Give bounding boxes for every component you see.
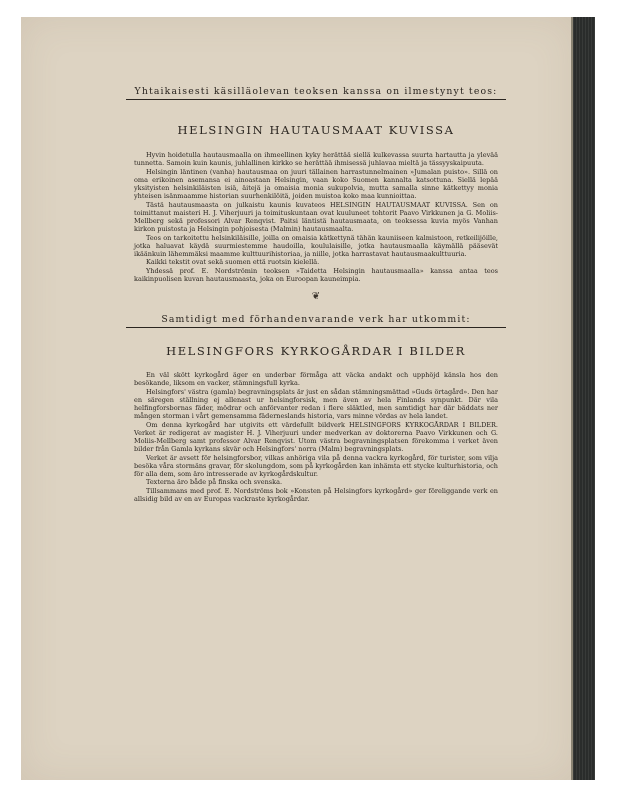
finnish-header: Yhtaikaisesti käsilläolevan teoksen kanssa on ilmestynyt teos: (126, 86, 506, 100)
swedish-paragraph: Om denna kyrkogård har utgivits ett värdefullt bildverk HELSINGFORS KYRKOGÅRDAR I BILDER. Verket är redigerat av magister H. J. Viherjuuri under medverkan av doktorerna Paavo Virkkunen och G. Moliis-Mellberg samt professor Alvar Renqvist. Utom västra begravningsplatsen förekomma i verket även bilder från Gamla kyrkans skvär och Helsingfors' norra (Malm) begravningsplats. (134, 420, 498, 454)
swedish-header: Samtidigt med förhandenvarande verk har utkommit: (126, 314, 506, 328)
finnish-paragraph: Hyvin hoidetulla hautausmaalla on ihmeellinen kyky herättää siellä kulkevassa suurta hartautta ja ylevää tunnetta. Samoin kuin kaunis, juhlallinen kirkko se herättää ihmisessä juhlavaa mieltä ja tässyyskaipuuta. (134, 151, 498, 168)
cover-text (126, 86, 506, 503)
swedish-paragraph: Texterna äro både på finska och svenska. (146, 478, 283, 487)
finnish-title: HELSINGIN HAUTAUSMAAT KUVISSA (177, 123, 455, 137)
finnish-paragraph: Yhdessä prof. E. Nordströmin teoksen »Taidetta Helsingin hautausmaalla» kanssa antaa teos kaikinpuolisen kuvan hautausmaasta, joka on Euroopan kauneimpia. (134, 266, 498, 283)
finnish-paragraph: Kaikki tekstit ovat sekä suomen että ruotsin kielellä. (146, 258, 320, 267)
book-spine (573, 17, 595, 780)
swedish-body (134, 371, 498, 503)
swedish-paragraph: En väl skött kyrkogård äger en underbar förmåga att väcka andakt och upphöjd känsla hos den besökande, liksom en vacker, stämningsfull kyrka. (134, 371, 498, 388)
swedish-paragraph: Verket är avsett för helsingforsbor, vilkas anhöriga vila på denna vackra kyrkogård, för turister, som vilja besöka våra stormäns gravar, för skolungdom, som på kyrkogården kan inhämta ett stycke kulturhistoria, och för alla dem, som äro intresserade av kyrkogårdskultur. (134, 453, 498, 478)
finnish-paragraph: Helsingin läntinen (vanha) hautausmaa on juuri tällainen harrastunnelmainen »Jumalan puisto». Sillä on oma erikoinen asemansa ei ainoastaan Helsingin, vaan koko Suomen kannalta katsottuna. Siellä lepää yksityisten helsinkiläisten isiä, äitejä ja omaisia monia sukupolvia, mutta samalla sinne kätkettyy monia yhteisen isänmaamme historian suurhenkilöitä, joiden muistoa koko maa kunnioittaa. (134, 167, 498, 201)
swedish-title: HELSINGFORS KYRKOGÅRDAR I BILDER (166, 344, 466, 358)
swedish-paragraph: Tillsammans med prof. E. Nordströms bok »Konsten på Helsingfors kyrkogård» ger föreliggande verk en allsidig bild av en av Europas vackraste kyrkogårdar. (134, 486, 498, 503)
finnish-body (134, 151, 498, 283)
swedish-section (126, 314, 506, 503)
swedish-paragraph: Helsingfors' västra (gamla) begravningsplats är just en sådan stämningsmättad »Guds örtagård». Den har en säregen ställning ej allenast ur helsingforsisk, men även av hela Finlands synpunkt. Där vila helfingforsbornas fäder, mödrar och anförvanter redan i flere släktled, men samtidigt har där bäddats ner mången storman i vårt gemensamma fäderneslands historia, vars minne vördas av hela landet. (134, 387, 498, 421)
ornament-icon: ❦ (311, 291, 321, 302)
finnish-paragraph: Teos on tarkoitettu helsinkiläisille, joilla on omaisia kätkettynä tähän kauniiseen kalmistoon, retkeilijöille, jotka haluavat käydä suurmiestemme haudoilla, koululaisille, jotka hautausmaalla käymällä pääsevät ikäänkuin lähemmäksi maamme kulttuurihistoriaa, ja niille, jotka harrastavat hautausmaakulttuuria. (134, 233, 498, 258)
finnish-paragraph: Tästä hautausmaasta on julkaistu kaunis kuvateos HELSINGIN HAUTAUSMAAT KUVISSA. Sen on toimittanut maisteri H. J. Viherjuuri ja toimituskuntaan ovat kuuluneet tohtorit Paavo Virkkunen ja G. Moliis-Mellberg sekä professori Alvar Renqvist. Paitsi läntistä hautausmaata, on teoksessa kuvia myös Vanhan kirkon puistosta ja Helsingin pohjoisesta (Malmin) hautausmaalta. (134, 200, 498, 234)
